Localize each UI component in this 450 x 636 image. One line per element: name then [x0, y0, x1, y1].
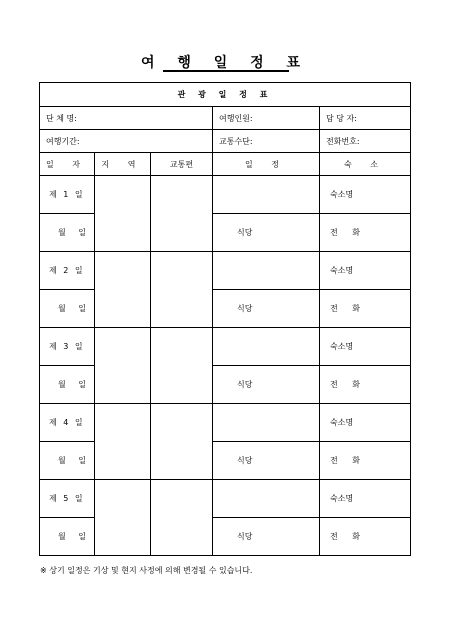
region-cell[interactable]	[95, 176, 151, 252]
date-label[interactable]: 월 일	[40, 290, 95, 328]
lodging-phone-cell[interactable]: 전 화	[320, 442, 411, 480]
region-cell[interactable]	[95, 480, 151, 556]
travel-period-field[interactable]: 여행기간:	[40, 130, 213, 153]
column-header-transport: 교통편	[151, 153, 213, 176]
footnote: ※ 상기 일정은 기상 및 현지 사정에 의해 변경될 수 있습니다.	[40, 566, 253, 575]
lodging-phone-cell[interactable]: 전 화	[320, 366, 411, 404]
meal-cell[interactable]: 식당	[213, 290, 320, 328]
itinerary-table	[39, 82, 411, 556]
day-label: 제 5 일	[40, 480, 95, 518]
phone-field[interactable]: 전화번호:	[320, 130, 411, 153]
table-row	[40, 328, 411, 366]
day-label: 제 3 일	[40, 328, 95, 366]
region-cell[interactable]	[95, 252, 151, 328]
column-header-date: 일 자	[40, 153, 95, 176]
column-header-region: 지 역	[95, 153, 151, 176]
meal-cell[interactable]: 식당	[213, 214, 320, 252]
table-row	[40, 176, 411, 214]
lodging-phone-cell[interactable]: 전 화	[320, 214, 411, 252]
schedule-cell[interactable]	[213, 480, 320, 518]
lodging-name-cell[interactable]: 숙소명	[320, 480, 411, 518]
page-title: 여 행 일 정 표	[140, 55, 310, 71]
column-header-lodging: 숙 소	[320, 153, 411, 176]
schedule-cell[interactable]	[213, 252, 320, 290]
transport-cell[interactable]	[151, 404, 213, 480]
transport-cell[interactable]	[151, 176, 213, 252]
region-cell[interactable]	[95, 328, 151, 404]
transport-cell[interactable]	[151, 252, 213, 328]
schedule-cell[interactable]	[213, 404, 320, 442]
table-row	[40, 404, 411, 442]
schedule-cell[interactable]	[213, 176, 320, 214]
people-count-field[interactable]: 여행인원:	[213, 107, 320, 130]
meal-cell[interactable]: 식당	[213, 518, 320, 556]
day-label: 제 1 일	[40, 176, 95, 214]
schedule-cell[interactable]	[213, 328, 320, 366]
transport-field[interactable]: 교통수단:	[213, 130, 320, 153]
lodging-name-cell[interactable]: 숙소명	[320, 328, 411, 366]
lodging-name-cell[interactable]: 숙소명	[320, 252, 411, 290]
meal-cell[interactable]: 식당	[213, 366, 320, 404]
column-header-schedule: 일 정	[213, 153, 320, 176]
day-label: 제 2 일	[40, 252, 95, 290]
lodging-phone-cell[interactable]: 전 화	[320, 290, 411, 328]
region-cell[interactable]	[95, 404, 151, 480]
transport-cell[interactable]	[151, 480, 213, 556]
lodging-phone-cell[interactable]: 전 화	[320, 518, 411, 556]
date-label[interactable]: 월 일	[40, 442, 95, 480]
group-name-field[interactable]: 단 체 명:	[40, 107, 213, 130]
lodging-name-cell[interactable]: 숙소명	[320, 404, 411, 442]
table-row	[40, 252, 411, 290]
manager-field[interactable]: 담 당 자:	[320, 107, 411, 130]
day-label: 제 4 일	[40, 404, 95, 442]
title-underline	[163, 70, 289, 72]
date-label[interactable]: 월 일	[40, 214, 95, 252]
table-row	[40, 480, 411, 518]
lodging-name-cell[interactable]: 숙소명	[320, 176, 411, 214]
transport-cell[interactable]	[151, 328, 213, 404]
date-label[interactable]: 월 일	[40, 518, 95, 556]
date-label[interactable]: 월 일	[40, 366, 95, 404]
table-subtitle: 관 광 일 정 표	[40, 83, 411, 107]
meal-cell[interactable]: 식당	[213, 442, 320, 480]
